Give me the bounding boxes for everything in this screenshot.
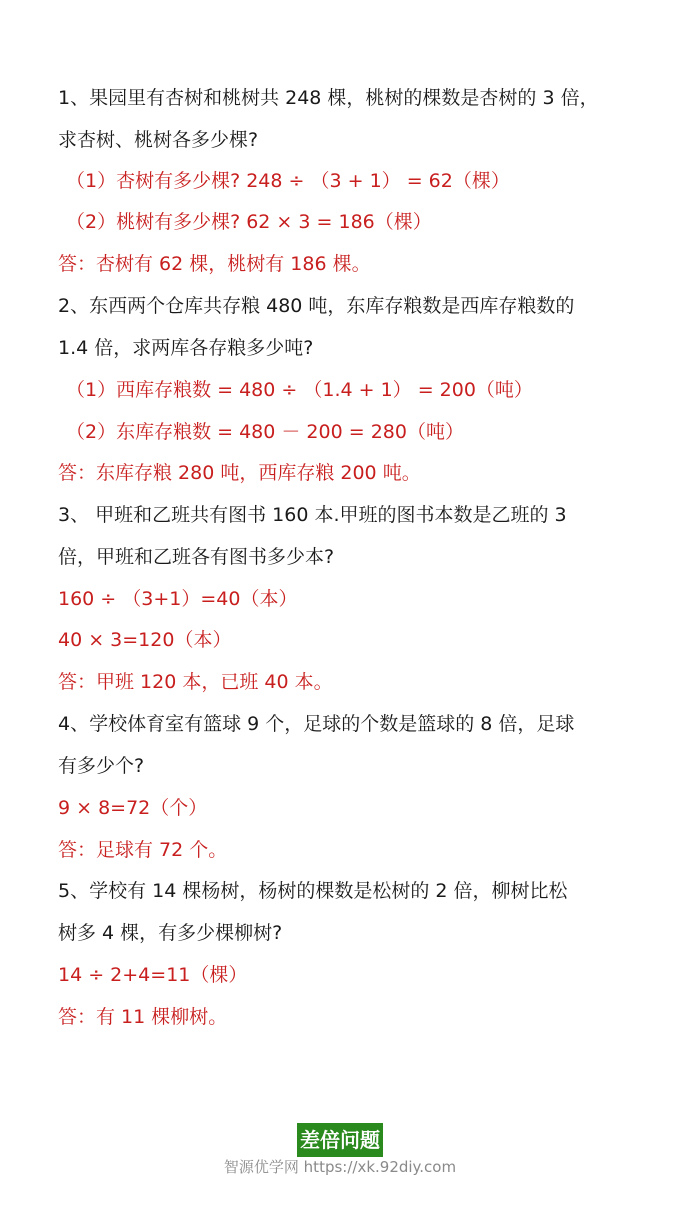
problem-2-step-2: （2）东库存粮数 = 480 － 200 = 280（吨）	[66, 421, 464, 443]
problem-5-answer: 答：有 11 棵柳树。	[58, 1006, 228, 1028]
problem-3-answer: 答：甲班 120 本，已班 40 本。	[58, 671, 333, 693]
problem-3-step-2: 40 × 3=120（本）	[58, 629, 232, 651]
problem-5-step-1: 14 ÷ 2+4=11（棵）	[58, 964, 248, 986]
problem-4-step-1: 9 × 8=72（个）	[58, 797, 208, 819]
footer-site-link[interactable]: 智源优学网 https://xk.92diy.com	[223, 1158, 457, 1176]
problem-1-step-2: （2）桃树有多少棵? 62 × 3 = 186（棵）	[66, 211, 432, 233]
problem-4-question-line-1: 4、学校体育室有篮球 9 个，足球的个数是篮球的 8 倍，足球	[58, 713, 575, 735]
problem-4-answer: 答：足球有 72 个。	[58, 839, 228, 861]
problem-3-step-1: 160 ÷ （3+1）=40（本）	[58, 588, 298, 610]
problem-4-question-line-2: 有多少个?	[58, 755, 145, 777]
problem-1-question-line-2: 求杏树、桃树各多少棵?	[58, 129, 259, 151]
problem-2-question-line-1: 2、东西两个仓库共存粮 480 吨，东库存粮数是西库存粮数的	[58, 295, 575, 317]
problem-5-question-line-2: 树多 4 棵，有多少棵柳树?	[58, 922, 283, 944]
problem-1-question-line-1: 1、果园里有杏树和桃树共 248 棵，桃树的棵数是杏树的 3 倍，	[58, 87, 599, 109]
problem-5-question-line-1: 5、学校有 14 棵杨树，杨树的棵数是松树的 2 倍，柳树比松	[58, 880, 568, 902]
problem-2-step-1: （1）西库存粮数 = 480 ÷ （1.4 + 1） = 200（吨）	[66, 379, 533, 401]
problem-2-question-line-2: 1.4 倍，求两库各存粮多少吨?	[58, 337, 314, 359]
problem-3-question-line-2: 倍，甲班和乙班各有图书多少本?	[58, 546, 335, 568]
problem-3-question-line-1: 3、 甲班和乙班共有图书 160 本.甲班的图书本数是乙班的 3	[58, 504, 567, 526]
problem-1-step-1: （1）杏树有多少棵? 248 ÷ （3 + 1） = 62（棵）	[66, 170, 510, 192]
problem-2-answer: 答：东库存粮 280 吨，西库存粮 200 吨。	[58, 462, 421, 484]
problem-1-answer: 答：杏树有 62 棵，桃树有 186 棵。	[58, 253, 371, 275]
footer-title-badge: 差倍问题	[297, 1123, 383, 1157]
